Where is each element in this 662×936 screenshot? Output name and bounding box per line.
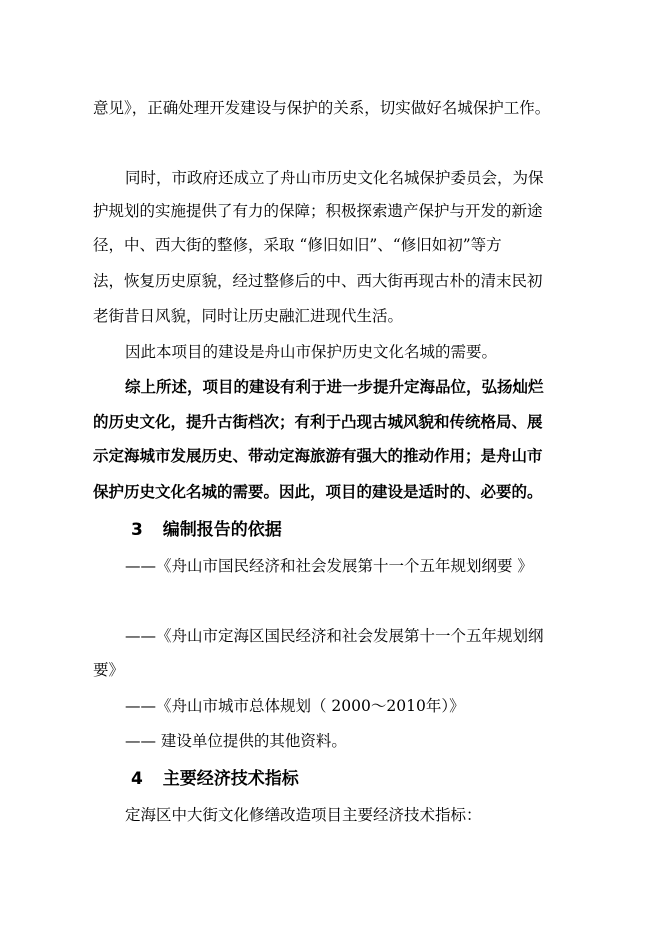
paragraph-line: 老街昔日风貌，同时让历史融汇进现代生活。 [93,307,404,325]
paragraph-line: 法，恢复历史原貌，经过整修后的中、西大街再现古朴的清末民初 [93,272,543,290]
summary-line: 的历史文化，提升古街档次；有利于凸现古城风貌和传统格局、展 [93,413,543,431]
section-heading-3 [131,520,282,540]
basis-item: —— 建设单位提供的其他资料。 [125,732,347,750]
section-heading-4 [131,769,299,789]
summary-line: 示定海城市发展历史、带动定海旅游有强大的推动作用；是舟山市 [93,447,543,465]
section-title: 主要经济技术指标 [162,769,299,789]
summary-line: 综上所述，项目的建设有利于进一步提升定海品位，弘扬灿烂 [125,378,544,396]
basis-item: ——《舟山市城市总体规划（ 2000～2010年）》 [125,697,465,715]
section-number: 4 [131,769,143,789]
basis-item: ——《舟山市国民经济和社会发展第十一个五年规划纲要 》 [125,557,533,575]
section-title: 编制报告的依据 [162,520,282,540]
section-number: 3 [131,520,143,540]
summary-line: 保护历史文化名城的需要。因此，项目的建设是适时的、必要的。 [93,483,543,501]
paragraph-line: 意见》，正确处理开发建设与保护的关系，切实做好名城保护工作。 [93,99,551,117]
basis-item: 要》 [93,661,125,679]
paragraph-line: 同时，市政府还成立了舟山市历史文化名城保护委员会，为保 [125,169,544,187]
paragraph-line: 护规划的实施提供了有力的保障；积极探索遗产保护与开发的新途 [93,202,543,220]
paragraph-line: 径，中、西大街的整修，采取 “修旧如旧”、“修旧如初”等方 [93,236,502,254]
basis-item: ——《舟山市定海区国民经济和社会发展第十一个五年规划纲 [125,627,544,645]
paragraph-line: 因此本项目的建设是舟山市保护历史文化名城的需要。 [125,343,498,361]
paragraph-line: 定海区中大街文化修缮改造项目主要经济技术指标： [125,806,482,824]
